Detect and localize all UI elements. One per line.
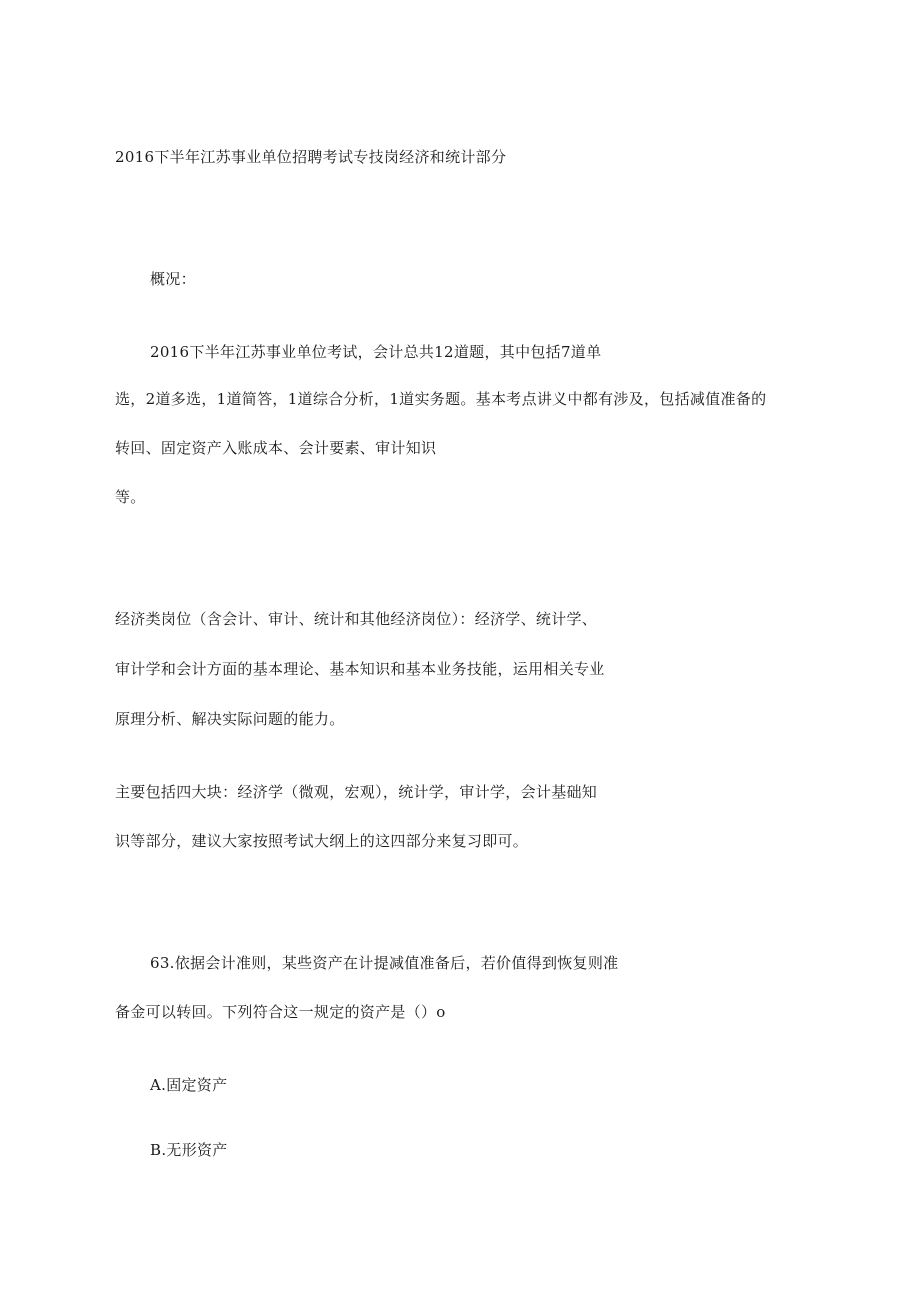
overview-line-1: 2016下半年江苏事业单位考试，会计总共12道题，其中包括7道单 [150,343,602,361]
overview-line-3: 转回、固定资产入账成本、会计要素、审计知识 [115,439,437,457]
overview-line-2: 选，2道多选，1道简答，1道综合分析，1道实务题。基本考点讲义中都有涉及，包括减值准备的 [115,390,767,408]
document-title: 2016下半年江苏事业单位招聘考试专技岗经济和统计部分 [115,148,507,166]
option-b: B.无形资产 [150,1141,228,1159]
positions-line-1: 经济类岗位（含会计、审计、统计和其他经济岗位）：经济学、统计学、 [115,610,598,628]
question-63-line-1: 63.依据会计准则，某些资产在计提减值准备后，若价值得到恢复则准 [150,954,619,972]
overview-heading: 概况： [150,270,196,288]
option-a: A.固定资产 [150,1076,228,1094]
overview-line-4: 等。 [115,488,146,506]
main-blocks-line-1: 主要包括四大块：经济学（微观，宏观），统计学，审计学，会计基础知 [115,783,598,801]
main-blocks-line-2: 识等部分，建议大家按照考试大纲上的这四部分来复习即可。 [115,832,529,850]
positions-line-2: 审计学和会计方面的基本理论、基本知识和基本业务技能，运用相关专业 [115,660,605,678]
question-63-line-2: 备金可以转回。下列符合这一规定的资产是（）o [115,1003,446,1021]
positions-line-3: 原理分析、解决实际问题的能力。 [115,710,345,728]
